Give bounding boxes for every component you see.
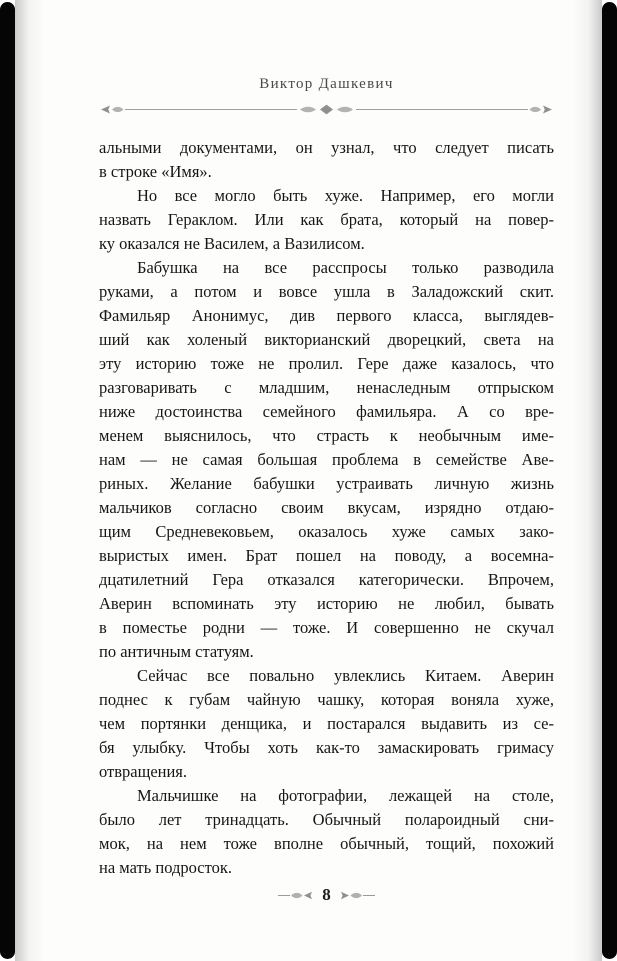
text-line: было лет тринадцать. Обычный полароидный сни- xyxy=(99,810,554,829)
page-header xyxy=(99,76,554,116)
text-line: альными документами, он узнал, что следует писать xyxy=(99,138,554,157)
text-line: Мальчишке на фотографии, лежащей на столе, xyxy=(137,786,554,805)
paragraph xyxy=(99,784,554,880)
page-number-ornament-left-icon xyxy=(278,890,312,901)
page-footer xyxy=(99,885,554,905)
text-line: ниже достоинства семейного фамильяра. А со вре- xyxy=(99,402,554,421)
book-page-surface[interactable] xyxy=(15,0,602,961)
text-line: Сейчас все повально увлеклись Китаем. Аверин xyxy=(137,666,554,685)
page-edge-left xyxy=(0,2,15,959)
text-line: ший как холеный викторианский дворецкий, света на xyxy=(99,330,554,349)
text-line: Фамильяр Анонимус, див первого класса, выглядев- xyxy=(99,306,554,325)
text-line: эту историю тоже не пролил. Гере даже казалось, что xyxy=(99,354,554,373)
text-line: Но все могло быть хуже. Например, его могли xyxy=(137,186,554,205)
author-header: Виктор Дашкевич xyxy=(259,76,394,92)
text-line: дцатилетний Гера отказался категорически. Впрочем, xyxy=(99,570,554,589)
page-edge-right xyxy=(602,2,617,959)
text-line: поднес к губам чайную чашку, которая воняла хуже, xyxy=(99,690,554,709)
text-line: чем портянки денщика, и постарался выдавить из се- xyxy=(99,714,554,733)
text-line: на мать подросток. xyxy=(99,858,232,877)
text-line: руками, а потом и вовсе ушла в Заладожский скит. xyxy=(99,282,554,301)
text-line: Аверин вспоминать эту историю не любил, бывать xyxy=(99,594,554,613)
text-body xyxy=(99,136,554,880)
text-line: бя улыбку. Чтобы хоть как-то замаскировать гримасу xyxy=(99,738,554,757)
text-line: по античным статуям. xyxy=(99,642,254,661)
text-line: выристых имен. Брат пошел на поводу, а восемна- xyxy=(99,546,554,565)
paragraph xyxy=(99,184,554,256)
paragraph xyxy=(99,136,554,184)
ornamental-divider-icon xyxy=(99,103,554,116)
text-line: ку оказался не Василем, а Вазилисом. xyxy=(99,234,365,253)
paragraph xyxy=(99,664,554,784)
text-line: Бабушка на все расспросы только разводила xyxy=(137,258,554,277)
page-number: 8 xyxy=(322,885,331,904)
text-line: в строке «Имя». xyxy=(99,162,212,181)
text-line: в поместье родни — тоже. И совершенно не скучал xyxy=(99,618,554,637)
text-line: нам — не самая большая проблема в семействе Аве- xyxy=(99,450,554,469)
text-line: риных. Желание бабушки устраивать личную жизнь xyxy=(99,474,554,493)
text-line: менем выяснилось, что страсть к необычным име- xyxy=(99,426,554,445)
text-line: мальчиков согласно своим вкусам, изрядно отдаю- xyxy=(99,498,554,517)
text-line: назвать Гераклом. Или как брата, который на повер- xyxy=(99,210,554,229)
text-line: щим Средневековьем, оказалось хуже самых зако- xyxy=(99,522,554,541)
page-number-ornament-right-icon xyxy=(341,890,375,901)
text-line: отвращения. xyxy=(99,762,188,781)
text-line: мок, на нем тоже вполне обычный, тощий, похожий xyxy=(99,834,554,853)
paragraph xyxy=(99,256,554,664)
text-line: разговаривать с младшим, ненаследным отпрыском xyxy=(99,378,554,397)
